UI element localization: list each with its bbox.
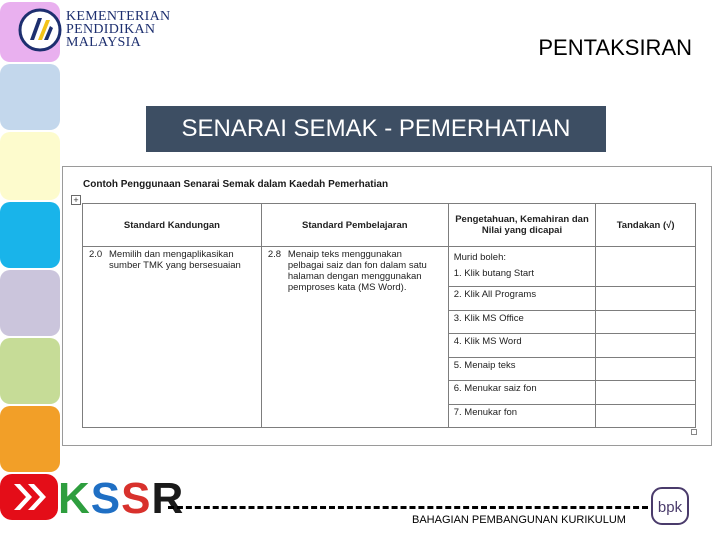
bpk-logo-text: bpk — [657, 499, 683, 516]
department-name: BAHAGIAN PEMBANGUNAN KURIKULUM — [412, 514, 626, 526]
students-can-label: Murid boleh: — [453, 252, 506, 263]
header-standard-kandungan: Standard Kandungan — [83, 204, 262, 247]
step-text: 2. Klik All Programs — [448, 287, 596, 311]
step-text: 3. Klik MS Office — [448, 310, 596, 334]
ministry-logo — [18, 6, 178, 58]
tick-cell[interactable] — [596, 381, 696, 405]
side-tab-orange — [0, 406, 60, 472]
section-title: PENTAKSIRAN — [538, 35, 692, 60]
slide-title-banner: SENARAI SEMAK - PEMERHATIAN — [146, 106, 606, 152]
tick-cell[interactable] — [596, 404, 696, 428]
step-text: 4. Klik MS Word — [448, 334, 596, 358]
standard-kandungan-number: 2.0 — [89, 249, 103, 260]
checklist-table — [82, 203, 696, 428]
table-row — [83, 247, 696, 287]
table-resize-handle-icon[interactable] — [691, 429, 697, 435]
step-cell — [448, 247, 596, 287]
header-tandakan: Tandakan (√) — [596, 204, 696, 247]
step-text: 1. Klik butang Start — [453, 268, 534, 279]
double-chevron-icon — [0, 474, 58, 520]
tick-cell[interactable] — [596, 357, 696, 381]
kssr-letter-r: R — [151, 474, 185, 523]
standard-pembelajaran-cell — [261, 247, 448, 428]
kssr-letter-s2: S — [121, 474, 152, 523]
step-text: 7. Menukar fon — [448, 404, 596, 428]
ministry-name-line3: MALAYSIA — [66, 35, 142, 50]
tick-cell[interactable] — [596, 334, 696, 358]
step-text: 6. Menukar saiz fon — [448, 381, 596, 405]
tick-cell[interactable] — [596, 310, 696, 334]
side-tab-strip — [0, 0, 62, 540]
header-standard-pembelajaran: Standard Pembelajaran — [261, 204, 448, 247]
header-pengetahuan: Pengetahuan, Kemahiran dan Nilai yang dicapai — [448, 204, 596, 247]
bpk-logo-icon — [650, 486, 690, 526]
side-tab-green — [0, 338, 60, 404]
ministry-name — [66, 10, 170, 49]
standard-pembelajaran-text: Menaip teks menggunakan pelbagai saiz dan fon dalam satu halaman dengan menggunakan pemproses kata (MS Word). — [287, 249, 427, 293]
side-tab-lavender — [0, 270, 60, 336]
table-header-row — [83, 204, 696, 247]
document-screenshot — [62, 166, 712, 446]
standard-kandungan-cell — [83, 247, 262, 428]
standard-pembelajaran-number: 2.8 — [267, 249, 282, 260]
tick-cell[interactable] — [596, 247, 696, 287]
kssr-wordmark — [58, 474, 184, 524]
step-text: 5. Menaip teks — [448, 357, 596, 381]
side-tab-cream — [0, 132, 60, 200]
side-tab-light-blue — [0, 64, 60, 130]
kssr-letter-s1: S — [90, 474, 122, 523]
kssr-letter-k: K — [58, 474, 91, 523]
standard-kandungan-text: Memilih dan mengaplikasikan sumber TMK yang bersesuaian — [109, 249, 241, 271]
ministry-name-line1: KEMENTERIAN — [66, 9, 171, 24]
table-move-handle-icon[interactable]: + — [71, 195, 81, 205]
ministry-crest-icon — [18, 8, 62, 52]
tick-cell[interactable] — [596, 287, 696, 311]
ministry-name-line2: PENDIDIKAN — [66, 22, 156, 37]
footer-dashed-divider — [168, 506, 648, 509]
side-tab-cyan — [0, 202, 60, 268]
document-title: Contoh Penggunaan Senarai Semak dalam Kaedah Pemerhatian — [83, 179, 389, 190]
